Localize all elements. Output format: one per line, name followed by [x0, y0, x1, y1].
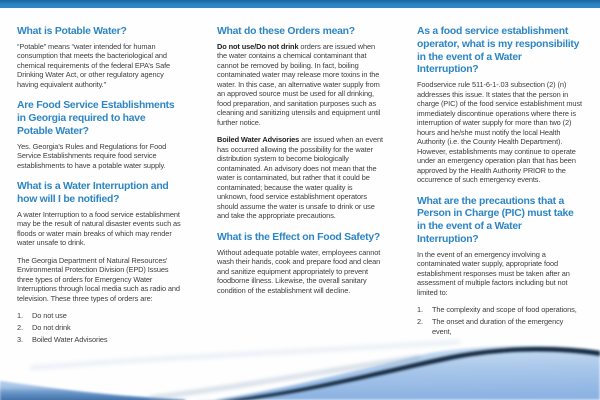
section-heading: What is the Effect on Food Safety?: [217, 231, 380, 243]
body-paragraph: [217, 135, 383, 221]
section-operator-responsibility: [417, 26, 583, 185]
precautions-list: [417, 305, 583, 336]
body-paragraph: The Georgia Department of Natural Resources’ Environmental Protection Division (EPD) Issues three types of orders for Emergency Water Interruptions through local media such as radio and television. These three types of orders are:: [17, 255, 180, 303]
columns-container: [0, 8, 600, 353]
body-paragraph: Without adequate potable water, employees cannot wash their hands, cook and prepare food and clean and sanitize equipment appropriately to prevent foodborne illness. Likewise, the overall sanitary condition of the establishment will decline.: [217, 247, 381, 295]
body-paragraph: [217, 42, 383, 128]
paragraph-rest: orders are issued when the water contains a chemical contaminant that cannot be removed by boiling. In fact, boiling contaminated water may release more toxins in the water. In this case, an alternative water supply from an approved source must be used for all drinking, food preparation, and sanitation purposes such as cleaning and sanitizing utensils and equipment until further notice.: [217, 41, 381, 127]
section-heading: What is Potable Water?: [17, 26, 127, 37]
body-paragraph: In the event of an emergency involving a contaminated water supply, appropriate food establishment responses must be taken after an assessment of multiple factors including but not limited to:: [417, 249, 570, 297]
bold-lead: Do not use/Do not drink: [217, 41, 299, 51]
body-paragraph: Yes. Georgia’s Rules and Regulations for Food Service Establishments require food service establishments to have a potable water supply.: [17, 141, 167, 170]
list-item: The complexity and scope of food operations,: [432, 305, 577, 315]
orders-list: [17, 311, 183, 345]
column-1: [17, 26, 183, 353]
section-orders-meaning: [217, 26, 383, 221]
section-heading: What do these Orders mean?: [217, 26, 355, 37]
list-item: The onset and duration of the emergency event,: [432, 317, 564, 336]
list-item: Do not drink: [32, 323, 71, 333]
section-georgia-required: [17, 100, 183, 170]
section-food-safety-effect: [217, 232, 383, 295]
section-heading: What is a Water Interruption and how will I be notified?: [17, 181, 169, 205]
paragraph-rest: are issued when an event has occurred allowing the possibility for the water distribution system to become biologically contaminated. An advisory does not mean that the water is contaminated, but rather that it could be contaminated; because the water quality is unknown, food service establishment operators should assume the water is unsafe to drink or use and take the appropriate precautions.: [217, 135, 383, 221]
top-accent-bar: [0, 0, 600, 8]
body-paragraph: “Potable” means “water intended for human consumption that meets the bacteriological and chemical requirements of the federal EPA’s Safe Drinking Water Act, or other regulatory agency having equivalent authority.”: [17, 41, 171, 89]
body-paragraph: A water Interruption to a food service establishment may be the result of natural disaster events such as floods or water main breaks of which may render water unsafe to drink.: [17, 209, 181, 248]
section-what-is-potable-water: [17, 26, 183, 89]
column-3: [417, 26, 583, 353]
list-item: Do not use: [32, 311, 67, 321]
section-heading: What are the precautions that a Person in Charge (PIC) must take in the event of a Water Interruption?: [417, 195, 574, 246]
section-water-interruption: [17, 181, 183, 345]
section-heading: Are Food Service Establishments in Georgia required to have Potable Water?: [17, 100, 175, 137]
column-2: [217, 26, 383, 353]
list-item: Boiled Water Advisories: [32, 335, 108, 345]
section-heading: As a food service establishment operator, what is my responsibility in the event of a Water Interruption?: [417, 26, 580, 76]
body-paragraph: Foodservice rule 511-6-1-.03 subsection (2) (n) addresses this issue. It states that the person in charge (PIC) of the food service establishment must immediately discontinue operations where there is interruption of water supply for more than two (2) hours and he/she must notify the local Health Authority (i.e. the County Health Department). However, establishments may continue to operate under an emergency operation plan that has been approved by the Health Authority PRIOR to the occurrence of such emergency events.: [417, 80, 582, 185]
bold-lead: Boiled Water Advisories: [217, 135, 300, 145]
section-pic-precautions: [417, 196, 583, 337]
